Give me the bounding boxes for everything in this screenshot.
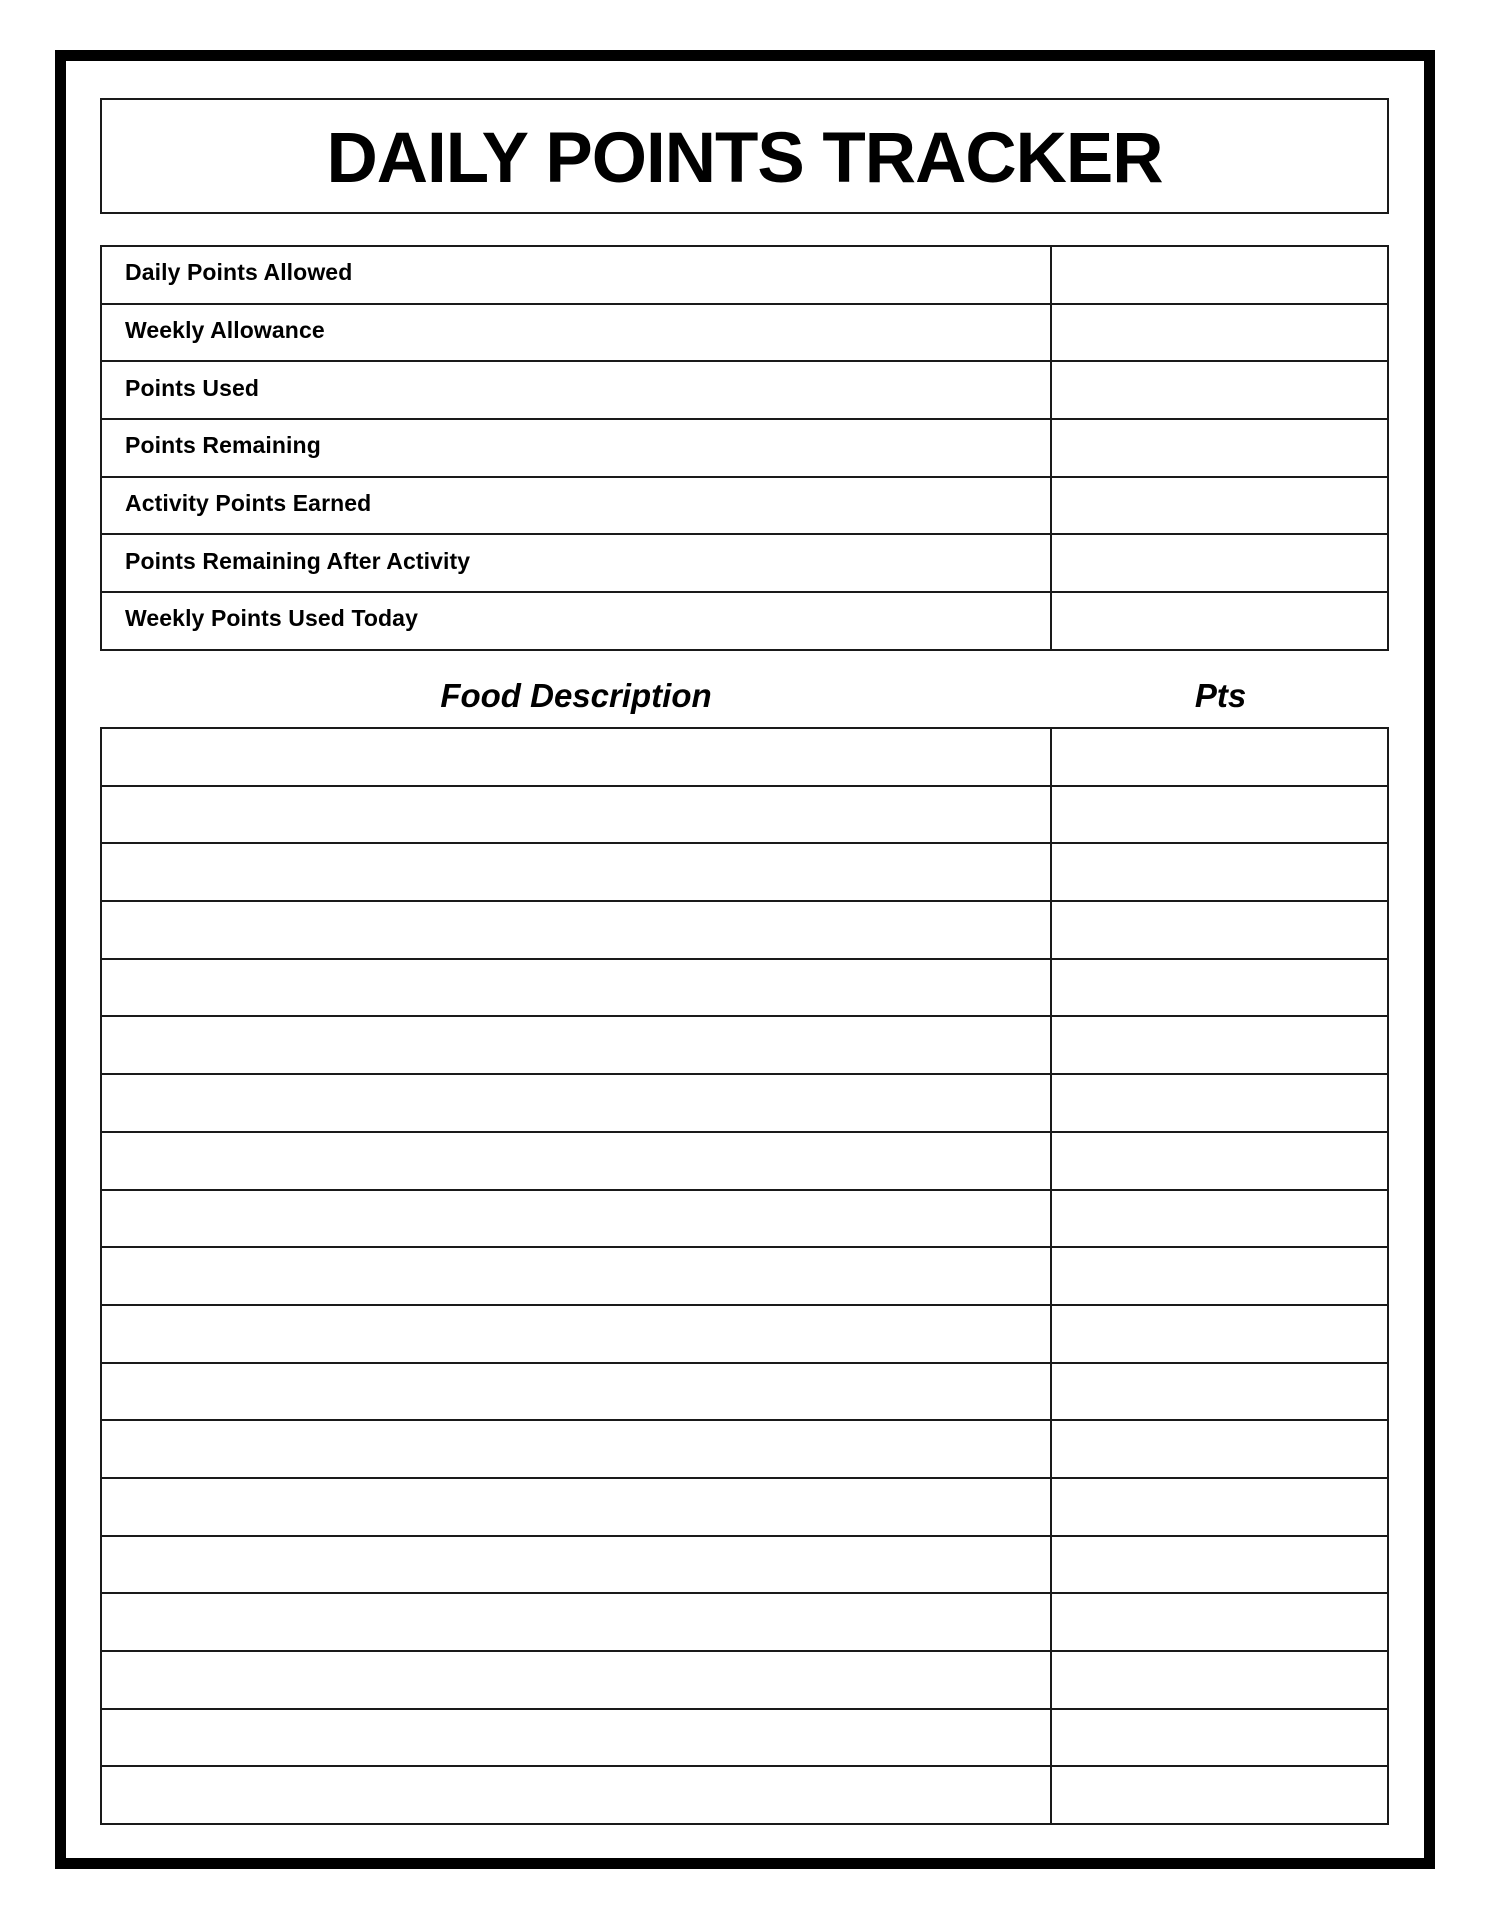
summary-value-field[interactable] <box>1052 535 1387 591</box>
food-points-field[interactable] <box>1052 1594 1387 1650</box>
points-heading: Pts <box>1194 677 1247 714</box>
food-points-field[interactable] <box>1052 1017 1387 1073</box>
food-description-field[interactable] <box>102 729 1052 785</box>
summary-label: Points Remaining After Activity <box>125 547 471 574</box>
summary-row <box>102 593 1387 651</box>
summary-label-cell <box>102 535 1052 591</box>
food-log-row <box>102 1767 1387 1825</box>
food-points-field[interactable] <box>1052 1767 1387 1823</box>
food-log-row <box>102 960 1387 1018</box>
food-description-field[interactable] <box>102 1075 1052 1131</box>
summary-value-field[interactable] <box>1052 478 1387 534</box>
food-description-field[interactable] <box>102 1306 1052 1362</box>
summary-label: Weekly Points Used Today <box>125 605 418 632</box>
food-points-field[interactable] <box>1052 787 1387 843</box>
food-log-row <box>102 1017 1387 1075</box>
food-description-field[interactable] <box>102 1537 1052 1593</box>
summary-label-cell <box>102 420 1052 476</box>
summary-label: Weekly Allowance <box>125 317 325 344</box>
summary-label: Points Remaining <box>125 432 321 459</box>
food-log-row <box>102 1537 1387 1595</box>
summary-label: Activity Points Earned <box>125 490 372 517</box>
food-points-field[interactable] <box>1052 1537 1387 1593</box>
summary-row <box>102 362 1387 420</box>
food-description-field[interactable] <box>102 1594 1052 1650</box>
food-description-field[interactable] <box>102 1133 1052 1189</box>
food-points-field[interactable] <box>1052 902 1387 958</box>
food-points-field[interactable] <box>1052 1652 1387 1708</box>
summary-label-cell <box>102 305 1052 361</box>
food-description-field[interactable] <box>102 1767 1052 1823</box>
food-points-field[interactable] <box>1052 1364 1387 1420</box>
food-description-field[interactable] <box>102 1017 1052 1073</box>
summary-value-field[interactable] <box>1052 362 1387 418</box>
summary-row <box>102 247 1387 305</box>
food-log-row <box>102 1479 1387 1537</box>
food-description-field[interactable] <box>102 1421 1052 1477</box>
food-description-field[interactable] <box>102 1479 1052 1535</box>
food-log-row <box>102 902 1387 960</box>
food-log-row <box>102 1594 1387 1652</box>
food-points-field[interactable] <box>1052 1248 1387 1304</box>
food-points-field[interactable] <box>1052 1133 1387 1189</box>
food-log-row <box>102 1248 1387 1306</box>
food-points-field[interactable] <box>1052 1479 1387 1535</box>
summary-value-field[interactable] <box>1052 420 1387 476</box>
food-log-row <box>102 729 1387 787</box>
summary-row <box>102 420 1387 478</box>
summary-value-field[interactable] <box>1052 247 1387 303</box>
summary-label-cell <box>102 593 1052 649</box>
food-log-row <box>102 844 1387 902</box>
summary-label-cell <box>102 478 1052 534</box>
food-points-field[interactable] <box>1052 1421 1387 1477</box>
summary-label-cell <box>102 362 1052 418</box>
food-description-field[interactable] <box>102 1248 1052 1304</box>
food-points-field[interactable] <box>1052 844 1387 900</box>
food-points-field[interactable] <box>1052 1191 1387 1247</box>
food-description-field[interactable] <box>102 787 1052 843</box>
food-log-row <box>102 787 1387 845</box>
food-log-row <box>102 1710 1387 1768</box>
food-description-field[interactable] <box>102 902 1052 958</box>
summary-label: Points Used <box>125 374 260 401</box>
food-points-field[interactable] <box>1052 729 1387 785</box>
food-points-field[interactable] <box>1052 1710 1387 1766</box>
food-log-row <box>102 1306 1387 1364</box>
food-description-heading: Food Description <box>440 677 712 714</box>
food-log-row <box>102 1364 1387 1422</box>
title-box <box>100 98 1389 214</box>
food-points-field[interactable] <box>1052 1306 1387 1362</box>
summary-table <box>100 245 1389 651</box>
page-title: DAILY POINTS TRACKER <box>326 118 1163 198</box>
food-description-field[interactable] <box>102 844 1052 900</box>
food-points-field[interactable] <box>1052 1075 1387 1131</box>
summary-label-cell <box>102 247 1052 303</box>
food-log-row <box>102 1652 1387 1710</box>
food-points-field[interactable] <box>1052 960 1387 1016</box>
food-log-row <box>102 1075 1387 1133</box>
summary-row <box>102 478 1387 536</box>
food-log-row <box>102 1133 1387 1191</box>
food-description-field[interactable] <box>102 1652 1052 1708</box>
summary-row <box>102 535 1387 593</box>
summary-value-field[interactable] <box>1052 305 1387 361</box>
food-description-field[interactable] <box>102 1191 1052 1247</box>
food-log-row <box>102 1191 1387 1249</box>
summary-label: Daily Points Allowed <box>125 259 353 286</box>
food-log-header <box>100 668 1389 724</box>
summary-row <box>102 305 1387 363</box>
food-description-field[interactable] <box>102 960 1052 1016</box>
food-description-field[interactable] <box>102 1364 1052 1420</box>
food-log-table <box>100 727 1389 1825</box>
summary-value-field[interactable] <box>1052 593 1387 649</box>
food-log-row <box>102 1421 1387 1479</box>
food-description-field[interactable] <box>102 1710 1052 1766</box>
